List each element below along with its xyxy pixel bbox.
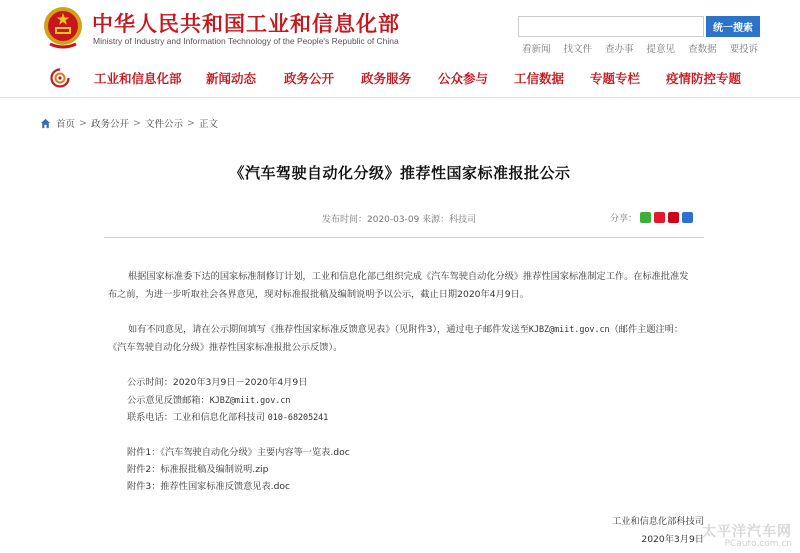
miit-logo-icon[interactable] — [50, 68, 70, 88]
site-subtitle: Ministry of Industry and Information Technology of the People's Republic of China — [93, 36, 399, 46]
breadcrumb-current: 正文 — [198, 119, 218, 130]
contact-phone-number: 010-68205241 — [267, 412, 329, 422]
paragraph-2-text-a: 如有不同意见，请在公示期间填写《推荐性国家标准反馈意见表》（见附件3），通过电子邮件发送至 — [128, 324, 529, 335]
nav-item-gov-affairs[interactable]: 政务公开 — [284, 71, 335, 86]
quick-link-files[interactable]: 找文件 — [563, 44, 593, 55]
attachment-link-2[interactable]: 附件2：标准报批稿及编制说明.zip — [127, 464, 269, 475]
breadcrumb-file-notice[interactable]: 文件公示 — [144, 119, 183, 130]
nav-item-news[interactable]: 新闻动态 — [206, 71, 257, 86]
title-divider — [104, 237, 704, 238]
share-label: 分享： — [610, 214, 638, 224]
breadcrumb-separator: > — [186, 117, 195, 129]
article-title: 《汽车驾驶自动化分级》推荐性国家标准报批公示 — [229, 164, 571, 182]
signer: 工业和信息化部科技司 — [612, 516, 704, 527]
article-meta: 发布时间：2020-03-09 来源：科技司 — [322, 215, 477, 225]
nav-item-miit[interactable]: 工业和信息化部 — [94, 71, 182, 86]
attachment-link-1[interactable]: 附件1：《汽车驾驶自动化分级》主要内容等一览表.doc — [127, 447, 350, 458]
qzone-share-icon[interactable] — [682, 212, 693, 223]
quick-link-services[interactable]: 查办事 — [605, 44, 634, 55]
main-nav — [0, 58, 800, 98]
feedback-email-line — [127, 392, 290, 406]
quick-links — [522, 41, 771, 55]
quick-link-news[interactable]: 看新闻 — [522, 44, 551, 55]
national-emblem-icon[interactable] — [42, 4, 84, 50]
paragraph-2-email[interactable]: KJBZ@miit.gov.cn — [528, 324, 610, 334]
nav-item-data[interactable]: 工信数据 — [514, 71, 565, 86]
quick-link-feedback[interactable]: 提意见 — [646, 44, 676, 55]
watermark-url: PCauto.com.cn — [724, 539, 792, 549]
nav-item-participation[interactable]: 公众参与 — [438, 71, 489, 86]
breadcrumb-gov-affairs[interactable]: 政务公开 — [90, 119, 129, 130]
site-title[interactable]: 中华人民共和国工业和信息化部 — [92, 12, 400, 36]
contact-phone-line — [127, 409, 328, 423]
breadcrumb — [40, 116, 218, 130]
paragraph-2-text-b: （邮件主题注明：《汽车驾驶自动化分级》推荐性国家标准报批公示反馈）。 — [108, 324, 684, 353]
breadcrumb-separator: > — [79, 117, 87, 129]
article-paragraph-2 — [108, 320, 694, 357]
notice-period: 公示时间：2020年3月9日－2020年4月9日 — [127, 377, 308, 388]
nav-item-epidemic[interactable]: 疫情防控专题 — [666, 71, 742, 86]
quick-link-data[interactable]: 查数据 — [688, 44, 717, 55]
sign-date: 2020年3月9日 — [641, 534, 704, 545]
site-header — [0, 0, 800, 58]
feedback-email-label: 公示意见反馈邮箱： — [127, 395, 210, 406]
search-input[interactable] — [518, 16, 704, 37]
article-paragraph-1: 根据国家标准委下达的国家标准制修订计划，工业和信息化部已组织完成《汽车驾驶自动化分级》推荐性国家标准制定工作。在标准批准发布之前，为进一步听取社会各界意见，现对标准报批稿及编制说明予以公示，截止日期2020年4月9日。 — [108, 271, 689, 300]
share-bar — [610, 211, 693, 224]
contact-phone-label: 联系电话：工业和信息化部科技司 — [127, 412, 268, 423]
feedback-email-link[interactable]: KJBZ@miit.gov.cn — [209, 395, 291, 405]
watermark — [702, 521, 792, 549]
breadcrumb-home[interactable]: 首页 — [56, 119, 76, 130]
weibo-share-icon[interactable] — [654, 212, 665, 223]
breadcrumb-separator: > — [133, 117, 141, 129]
watermark-title: 太平洋汽车网 — [702, 524, 792, 540]
nav-item-gov-services[interactable]: 政务服务 — [361, 71, 412, 86]
nav-item-topics[interactable]: 专题专栏 — [590, 71, 641, 86]
search-button[interactable]: 统一搜索 — [706, 16, 760, 37]
wechat-share-icon[interactable] — [640, 212, 651, 223]
home-icon[interactable] — [40, 118, 51, 129]
quick-link-complaint[interactable]: 要投诉 — [729, 44, 759, 55]
attachment-link-3[interactable]: 附件3：推荐性国家标准反馈意见表.doc — [127, 481, 291, 492]
pdf-share-icon[interactable] — [668, 212, 679, 223]
